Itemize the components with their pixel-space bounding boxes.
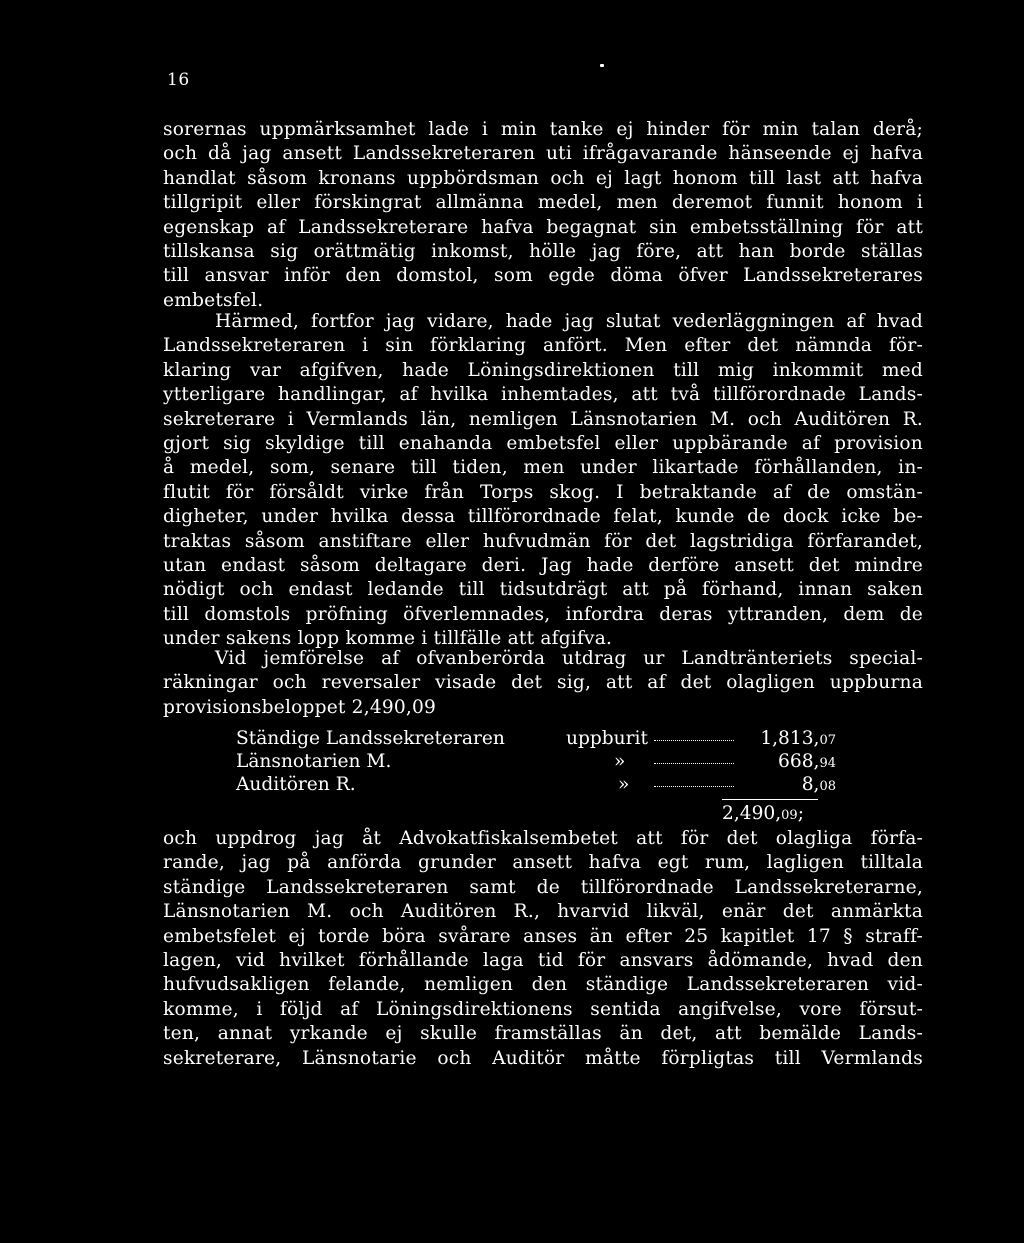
table-row: [236, 773, 836, 796]
paragraph-1: [163, 118, 923, 313]
text-line: nödigt och endast ledande till tidsutdrägt att på förhand, innan saken: [163, 579, 923, 601]
text-line: ten, annat yrkande ej skulle framställas än det, att bemälde Lands-: [163, 1023, 923, 1045]
paragraph-4: [163, 827, 923, 1071]
text-line: gjort sig skyldige till enahanda embetsfel eller uppbärande af provision: [163, 432, 923, 454]
text-line: och uppdrog jag åt Advokatfiskalsembetet att för det olagliga förfa-: [163, 828, 923, 849]
row-source: »: [618, 774, 630, 795]
page-number: 16: [167, 70, 190, 90]
text-line: till domstols pröfning öfverlemnades, infordra deras yttranden, dem de: [163, 603, 923, 625]
paragraph-3: [163, 647, 923, 720]
text-line: flutit för försåldt virke från Torps skog. I betraktande af de omstän-: [163, 481, 923, 503]
leader-dots: [654, 763, 734, 764]
paragraph-2: [163, 310, 923, 651]
row-value: 1,813,07: [760, 728, 836, 749]
text-line: Vid jemförelse af ofvanberörda utdrag ur Landtränteriets special-: [215, 648, 923, 669]
text-line: sekreterare i Vermlands län, nemligen Länsnotarien M. och Auditören R.: [163, 408, 923, 430]
text-line: Länsnotarien M. och Auditören R., hvarvid likväl, enär det anmärkta: [163, 901, 923, 923]
text-line: traktas såsom anstiftare eller hufvudmän för det lagstridiga förfarandet,: [163, 530, 923, 552]
speck-mark: [600, 64, 604, 67]
text-line: Landssekreteraren i sin förklaring anfört. Men efter det nämnda för-: [163, 335, 923, 357]
text-line: lagen, vid hvilket förhållande laga tid för ansvars ådömande, hvad den: [163, 949, 923, 971]
provision-table: [236, 727, 836, 796]
leader-dots: [654, 786, 734, 787]
row-value: 668,94: [778, 751, 836, 772]
text-line: rande, jag på anförda grunder ansett hafva egt rum, lagligen tilltala: [163, 852, 923, 874]
text-line: ständige Landssekreteraren samt de tillförordnade Landssekreterarne,: [163, 876, 923, 898]
text-line: embetsfel.: [163, 289, 264, 311]
text-line: till ansvar inför den domstol, som egde döma öfver Landssekreterares: [163, 265, 923, 287]
text-line: handlat såsom kronans uppbördsman och ej lagt honom till last att hafva: [163, 167, 923, 189]
text-line: komme, i följd af Löningsdirektionens sentida angifvelse, vore försut-: [163, 998, 923, 1020]
text-line: under sakens lopp komme i tillfälle att afgifva.: [163, 628, 613, 650]
text-line: hufvudsakligen felande, nemligen den ständige Landssekreteraren vid-: [163, 974, 923, 996]
leader-dots: [654, 740, 734, 741]
row-name: Ständige Landssekreteraren: [236, 728, 505, 749]
text-line: embetsfelet ej torde böra svårare anses än efter 25 kapitlet 17 § straff-: [163, 925, 923, 947]
text-line: klaring var afgifven, hade Löningsdirektionen till mig inkommit med: [163, 359, 923, 381]
text-line: ytterligare handlingar, af hvilka inhemtades, att två tillförordnade Lands-: [163, 384, 923, 406]
row-source: »: [614, 751, 626, 772]
row-value: 8,08: [801, 774, 836, 795]
text-line: Härmed, fortfor jag vidare, hade jag slutat vederläggningen af hvad: [215, 311, 923, 332]
text-line: sorernas uppmärksamhet lade i min tanke ej hinder för min talan derå;: [163, 119, 923, 140]
table-total: 2,490,09;: [722, 803, 804, 824]
text-line: provisionsbeloppet 2,490,09: [163, 696, 437, 718]
table-row: [236, 727, 836, 750]
text-line: tillskansa sig orättmätig inkomst, hölle jag före, att han borde ställas: [163, 240, 923, 262]
row-name: Länsnotarien M.: [236, 751, 392, 772]
sum-rule: [722, 799, 818, 800]
text-line: räkningar och reversaler visade det sig, att af det olagligen uppburna: [163, 672, 923, 694]
text-line: och då jag ansett Landssekreteraren uti ifrågavarande hänseende ej hafva: [163, 143, 923, 165]
row-name: Auditören R.: [236, 774, 356, 795]
table-row: [236, 750, 836, 773]
text-line: tillgripit eller förskingrat allmänna medel, men deremot funnit honom i: [163, 192, 923, 214]
row-source: uppburit: [566, 728, 648, 749]
text-line: egenskap af Landssekreterare hafva begagnat sin embetsställning för att: [163, 216, 923, 238]
text-line: å medel, som, senare till tiden, men under likartade förhållanden, in-: [163, 457, 923, 479]
text-line: sekreterare, Länsnotarie och Auditör måtte förpligtas till Vermlands: [163, 1047, 923, 1069]
text-line: digheter, under hvilka dessa tillförordnade felat, kunde de dock icke be-: [163, 506, 923, 528]
text-line: utan endast såsom deltagare deri. Jag hade derföre ansett det mindre: [163, 554, 923, 576]
